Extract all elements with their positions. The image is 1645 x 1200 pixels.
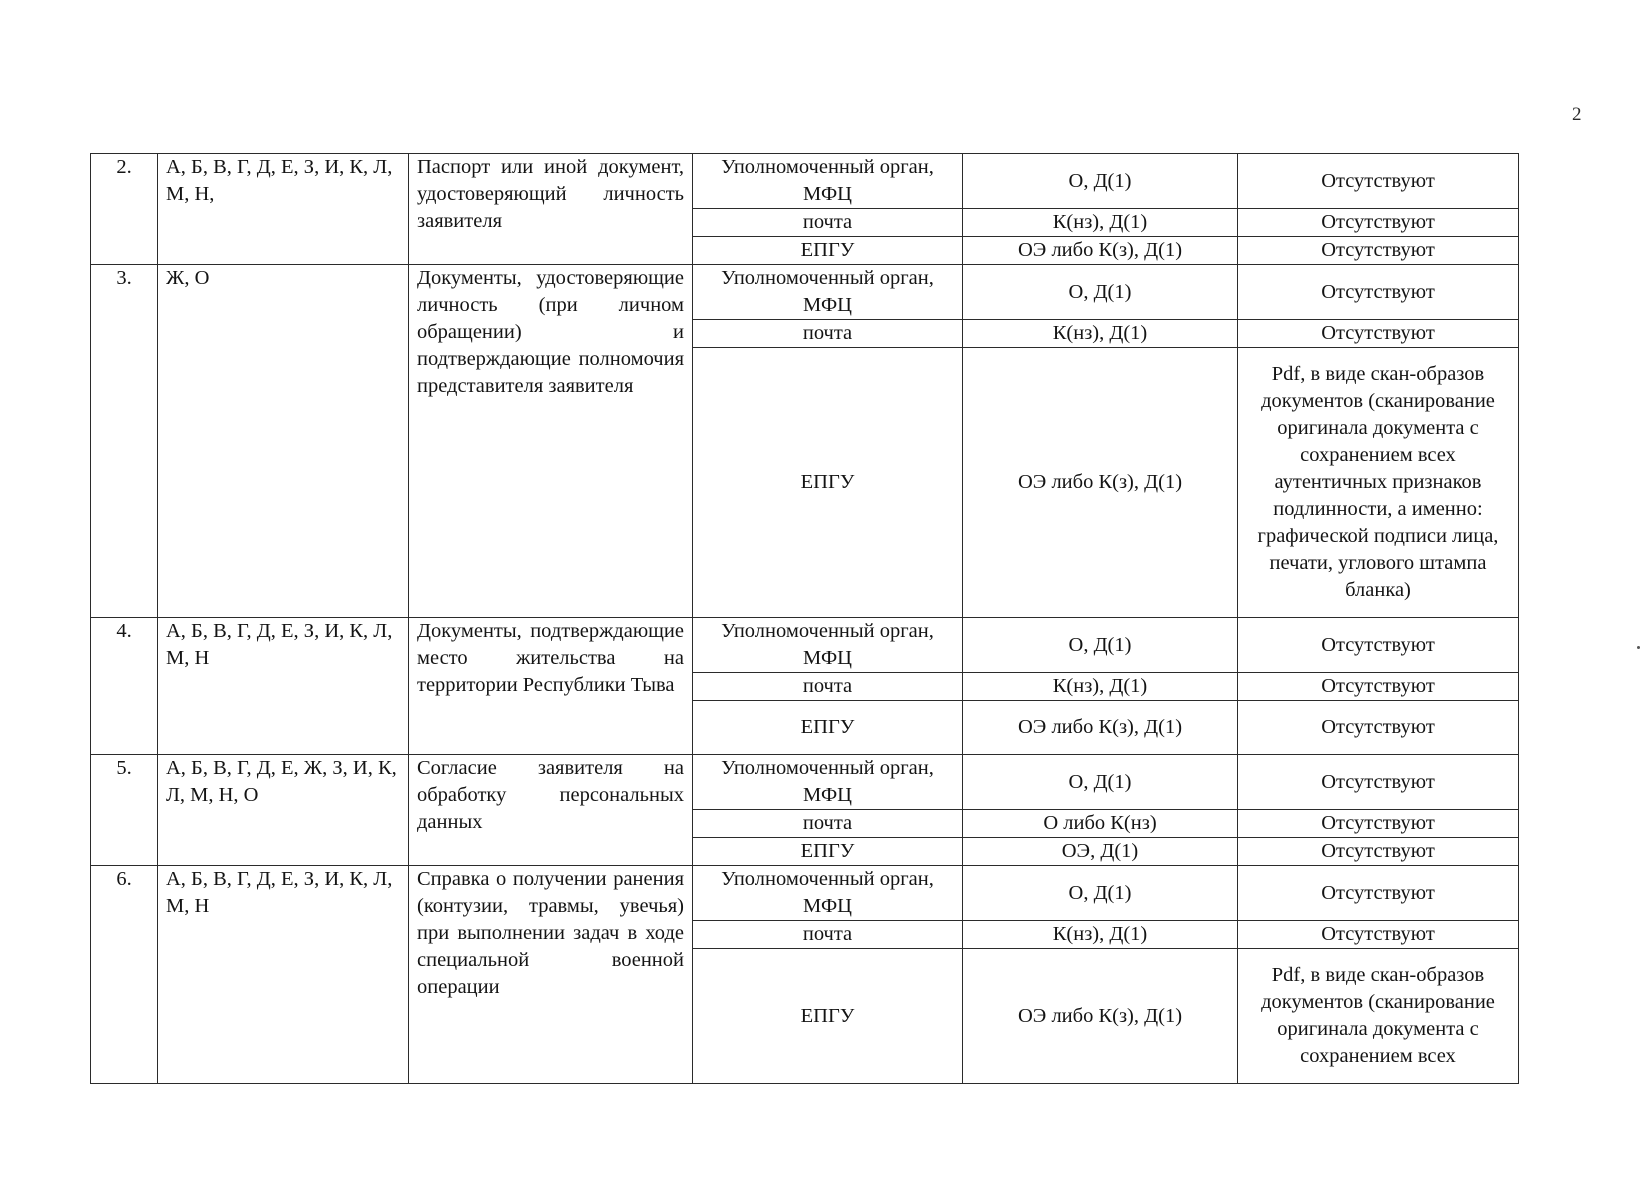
- document-form: К(нз), Д(1): [963, 209, 1238, 237]
- document-name: Паспорт или иной документ, удостоверяющий личность заявителя: [409, 154, 693, 265]
- document-requirements: Отсутствуют: [1238, 866, 1519, 921]
- document-name: Справка о получении ранения (контузии, травмы, увечья) при выполнении задач в ходе специальной военной операции: [409, 866, 693, 1084]
- document-requirements: Отсутствуют: [1238, 320, 1519, 348]
- document-form: ОЭ либо К(з), Д(1): [963, 237, 1238, 265]
- document-requirements: Отсутствуют: [1238, 618, 1519, 673]
- table-row: [91, 866, 1519, 921]
- row-number: 3.: [91, 265, 158, 618]
- applicant-categories: А, Б, В, Г, Д, Е, Ж, З, И, К, Л, М, Н, О: [158, 755, 409, 866]
- submission-way: ЕПГУ: [693, 949, 963, 1084]
- table-row: [91, 154, 1519, 209]
- submission-way: почта: [693, 320, 963, 348]
- table-row: [91, 265, 1519, 320]
- row-number: 4.: [91, 618, 158, 755]
- document-requirements: Отсутствуют: [1238, 673, 1519, 701]
- document-form: О, Д(1): [963, 755, 1238, 810]
- document-requirements: Отсутствуют: [1238, 810, 1519, 838]
- submission-way: Уполномоченный орган, МФЦ: [693, 866, 963, 921]
- document-form: О, Д(1): [963, 265, 1238, 320]
- scan-speck: [1637, 646, 1640, 649]
- document-form: ОЭ, Д(1): [963, 838, 1238, 866]
- document-form: О либо К(нз): [963, 810, 1238, 838]
- document-form: К(нз), Д(1): [963, 921, 1238, 949]
- document-name: Документы, удостоверяющие личность (при личном обращении) и подтверждающие полномочия представителя заявителя: [409, 265, 693, 618]
- applicant-categories: Ж, О: [158, 265, 409, 618]
- document-name: Согласие заявителя на обработку персональных данных: [409, 755, 693, 866]
- documents-table: [90, 153, 1519, 1084]
- document-form: ОЭ либо К(з), Д(1): [963, 348, 1238, 618]
- table-row: [91, 618, 1519, 673]
- row-number: 6.: [91, 866, 158, 1084]
- table-row: [91, 755, 1519, 810]
- document-requirements: Отсутствуют: [1238, 209, 1519, 237]
- submission-way: ЕПГУ: [693, 237, 963, 265]
- row-number: 2.: [91, 154, 158, 265]
- document-requirements: Отсутствуют: [1238, 701, 1519, 755]
- submission-way: Уполномоченный орган, МФЦ: [693, 618, 963, 673]
- submission-way: Уполномоченный орган, МФЦ: [693, 154, 963, 209]
- document-form: К(нз), Д(1): [963, 320, 1238, 348]
- document-requirements: Отсутствуют: [1238, 237, 1519, 265]
- document-requirements: Отсутствуют: [1238, 838, 1519, 866]
- document-form: О, Д(1): [963, 154, 1238, 209]
- row-number: 5.: [91, 755, 158, 866]
- applicant-categories: А, Б, В, Г, Д, Е, З, И, К, Л, М, Н: [158, 618, 409, 755]
- applicant-categories: А, Б, В, Г, Д, Е, З, И, К, Л, М, Н: [158, 866, 409, 1084]
- submission-way: почта: [693, 209, 963, 237]
- submission-way: ЕПГУ: [693, 701, 963, 755]
- document-form: О, Д(1): [963, 866, 1238, 921]
- document-form: К(нз), Д(1): [963, 673, 1238, 701]
- document-requirements: Отсутствуют: [1238, 921, 1519, 949]
- document-requirements: Отсутствуют: [1238, 755, 1519, 810]
- document-form: О, Д(1): [963, 618, 1238, 673]
- document-requirements: Pdf, в виде скан-образов документов (сканирование оригинала документа с сохранением всех аутентичных признаков подлинности, а именно: графической подписи лица, печати, углового штампа бланка): [1238, 348, 1519, 618]
- submission-way: Уполномоченный орган, МФЦ: [693, 755, 963, 810]
- document-requirements: Отсутствуют: [1238, 154, 1519, 209]
- document-name: Документы, подтверждающие место жительства на территории Республики Тыва: [409, 618, 693, 755]
- submission-way: почта: [693, 810, 963, 838]
- submission-way: Уполномоченный орган, МФЦ: [693, 265, 963, 320]
- submission-way: почта: [693, 921, 963, 949]
- document-requirements: Отсутствуют: [1238, 265, 1519, 320]
- page-number: 2: [1572, 104, 1582, 125]
- submission-way: ЕПГУ: [693, 838, 963, 866]
- submission-way: ЕПГУ: [693, 348, 963, 618]
- document-form: ОЭ либо К(з), Д(1): [963, 701, 1238, 755]
- document-requirements: Pdf, в виде скан-образов документов (сканирование оригинала документа с сохранением всех: [1238, 949, 1519, 1084]
- table-body: [91, 154, 1519, 1084]
- submission-way: почта: [693, 673, 963, 701]
- applicant-categories: А, Б, В, Г, Д, Е, З, И, К, Л, М, Н,: [158, 154, 409, 265]
- document-form: ОЭ либо К(з), Д(1): [963, 949, 1238, 1084]
